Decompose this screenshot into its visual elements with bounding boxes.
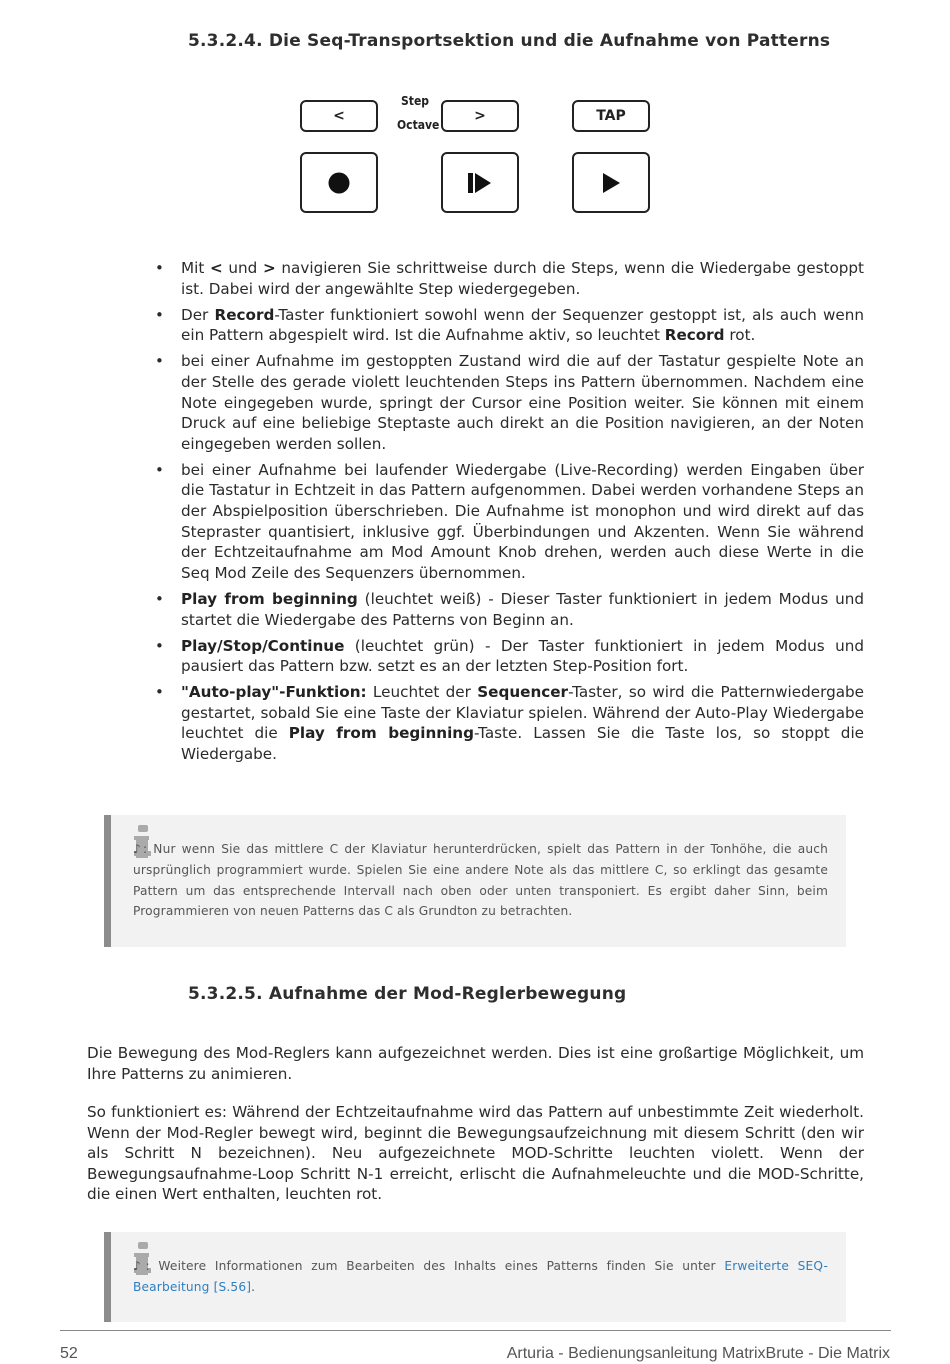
bullet-text: Leuchtet der <box>366 683 478 702</box>
footer-divider <box>60 1330 891 1331</box>
bullet-text: -Taste. Lassen Sie die Taste los, so stoppt die Wiedergabe. <box>181 724 865 764</box>
bullet-item <box>153 589 864 630</box>
play-from-beginning-icon <box>466 171 494 195</box>
bullet-item <box>153 258 864 299</box>
bullet-text: -Taster funktioniert sowohl wenn der Sequenzer gestoppt ist, als auch wenn ein Pattern abgespielt wird. Ist die Aufnahme aktiv, so leuchtet <box>181 305 864 345</box>
footer-title: Arturia - Bedienungsanleitung MatrixBrute - Die Matrix <box>506 1345 890 1362</box>
octave-label: Octave <box>397 118 440 132</box>
play-from-beginning-button[interactable] <box>441 152 519 213</box>
bullet-text: rot. <box>724 326 756 345</box>
bold-term: Play from beginning <box>288 724 474 743</box>
bullet-text: und <box>222 259 263 277</box>
bullet-item <box>153 305 864 346</box>
paragraph: Die Bewegung des Mod-Reglers kann aufgezeichnet werden. Dies ist eine großartige Möglichkeit, um Ihre Patterns zu animieren. <box>87 1044 864 1083</box>
record-button[interactable] <box>300 152 378 213</box>
bullet-text: navigieren Sie schrittweise durch die Steps, wenn die Wiedergabe gestoppt ist. Dabei wird der angewählte Step wiedergegeben. <box>181 259 864 298</box>
bold-term: Play from beginning <box>181 589 358 608</box>
play-icon <box>599 171 623 195</box>
bullet-item <box>153 682 864 764</box>
note-text <box>133 1256 828 1298</box>
note-suffix: . <box>251 1279 256 1294</box>
bullet-item <box>153 351 864 454</box>
bullet-text: (leuchtet weiß) - Dieser Taster funktioniert in jedem Modus und startet die Wiedergabe des Patterns von Beginn an. <box>181 589 865 629</box>
step-prev-button[interactable] <box>300 100 378 132</box>
bullet-text: bei einer Aufnahme bei laufender Wiedergabe (Live-Recording) werden Eingaben über die Tastatur in Echtzeit in das Pattern aufgenommen. Dabei werden vorhandene Steps an der Abspielposition überschrieben. Die Aufnahme ist monophon und wird direkt auf das Stepraster quantisiert, inklusive ggf. Überbindungen und Akzenten. Wenn Sie während der Echtzeitaufnahme am Mod Amount Knob drehen, werden auch diese Werte in die Seq Mod Zeile des Sequenzers übernommen. <box>181 460 864 582</box>
bold-term: Record <box>214 305 275 324</box>
bullet-item <box>153 460 864 584</box>
bullet-text: (leuchtet grün) - Der Taster funktioniert in jedem Modus und pausiert das Pattern bzw. setzt es an der letzten Step-Position fort. <box>181 636 864 676</box>
bullet-text: Mit <box>181 259 210 277</box>
play-button[interactable] <box>572 152 650 213</box>
bullet-item <box>153 636 864 677</box>
note-prefix: ♪: Weitere Informationen zum Bearbeiten des Inhalts eines Patterns finden Sie unter <box>133 1259 725 1273</box>
note-box <box>104 815 846 947</box>
cross-reference-link[interactable]: Erweiterte SEQ-Bearbeitung [S.56] <box>133 1259 828 1294</box>
tap-label: TAP <box>596 108 626 124</box>
section-heading: 5.3.2.5. Aufnahme der Mod-Reglerbewegung <box>188 984 627 1004</box>
bold-term: Sequencer <box>477 683 569 702</box>
page-number: 52 <box>60 1345 78 1362</box>
bold-term: > <box>263 259 276 277</box>
step-next-button[interactable] <box>441 100 519 132</box>
tap-button[interactable] <box>572 100 650 132</box>
bold-term: Record <box>664 326 725 345</box>
next-label: > <box>474 108 486 124</box>
bold-term: "Auto-play"-Funktion: <box>181 683 367 702</box>
bullet-list <box>153 258 864 770</box>
paragraph: So funktioniert es: Während der Echtzeitaufnahme wird das Pattern auf unbestimmte Zeit wiederholt. Wenn der Mod-Regler bewegt wird, beginnt die Bewegungsaufzeichnung mit diesem Schritt (den wir als Schritt N bezeichnen). Neu aufgezeichnete MOD-Schritte leuchten violett. Wenn der Bewegungsaufnahme-Loop Schritt N-1 erreicht, erlischt die Aufnahmeleuchte und die MOD-Schritte, die einen Wert enthalten, leuchten rot. <box>87 1103 864 1204</box>
bullet-text: Der <box>181 305 215 324</box>
bullet-text: bei einer Aufnahme im gestoppten Zustand wird die auf der Tastatur gespielte Note an der Stelle des gerade violett leuchtenden Steps ins Pattern übernommen. Nachdem eine Note eingegeben wurde, springt der Cursor eine Position weiter. Sie können mit einem Druck auf eine beliebige Steptaste auch direkt an die Position navigieren, an der Noten eingegeben werden sollen. <box>181 352 864 453</box>
record-icon <box>327 171 351 195</box>
bold-term: Play/Stop/Continue <box>181 636 345 655</box>
section-heading: 5.3.2.4. Die Seq-Transportsektion und die Aufnahme von Patterns <box>188 31 831 51</box>
prev-label: < <box>333 108 345 124</box>
step-label: Step <box>401 94 429 108</box>
note-box <box>104 1232 846 1322</box>
bullet-text: -Taster, so wird die Patternwiedergabe gestartet, sobald Sie eine Taste der Klaviatur spielen. Während der Auto-Play Wiedergabe leuchtet die <box>181 683 865 743</box>
bold-term: < <box>209 259 223 277</box>
note-text: ♪: Nur wenn Sie das mittlere C der Klaviatur herunterdrücken, spielt das Pattern in der Tonhöhe, die auch ursprünglich programmiert wurde. Spielen Sie eine andere Note als das mittlere C, so erklingt das gesamte Pattern um das entsprechende Intervall nach oben oder unten transponiert. Es ergibt daher Sinn, beim Programmieren von neuen Patterns das C als Grundton zu betrachten. <box>133 842 828 919</box>
